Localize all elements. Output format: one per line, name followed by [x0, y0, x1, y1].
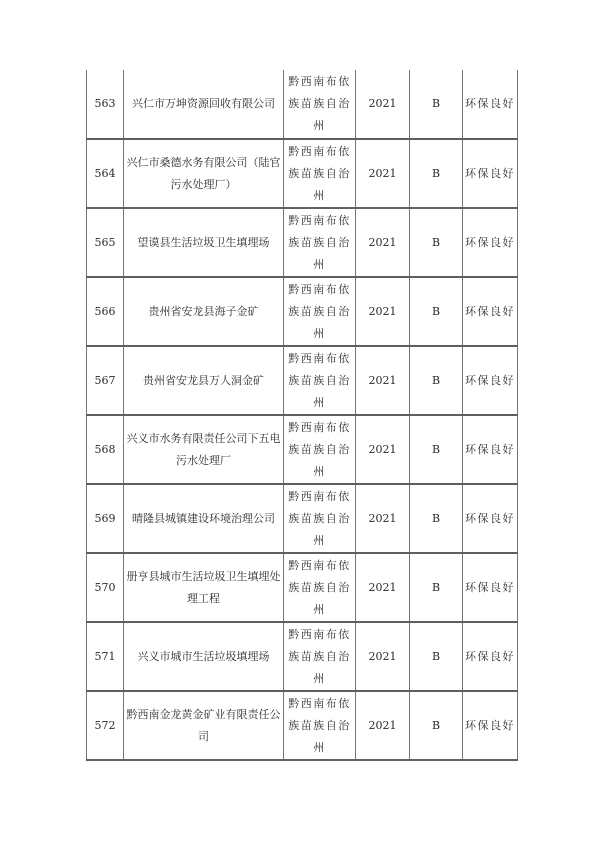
cell-year: 2021 [356, 553, 410, 622]
cell-serial-number: 570 [87, 553, 124, 622]
table-row [87, 346, 518, 415]
cell-grade: B [410, 553, 463, 622]
cell-region: 黔西南布依族苗族自治州 [284, 70, 356, 139]
cell-grade: B [410, 691, 463, 760]
cell-grade: B [410, 622, 463, 691]
records-table-body [87, 70, 518, 760]
cell-year: 2021 [356, 208, 410, 277]
table-row [87, 553, 518, 622]
cell-status: 环保良好 [463, 415, 518, 484]
cell-year: 2021 [356, 484, 410, 553]
cell-year: 2021 [356, 346, 410, 415]
cell-status: 环保良好 [463, 622, 518, 691]
cell-serial-number: 571 [87, 622, 124, 691]
cell-serial-number: 572 [87, 691, 124, 760]
records-table [86, 70, 518, 761]
cell-status: 环保良好 [463, 484, 518, 553]
cell-grade: B [410, 415, 463, 484]
cell-company-name: 兴义市城市生活垃圾填埋场 [124, 622, 284, 691]
cell-status: 环保良好 [463, 553, 518, 622]
cell-year: 2021 [356, 622, 410, 691]
cell-serial-number: 565 [87, 208, 124, 277]
cell-company-name: 望谟县生活垃圾卫生填埋场 [124, 208, 284, 277]
cell-year: 2021 [356, 415, 410, 484]
cell-serial-number: 564 [87, 139, 124, 208]
cell-grade: B [410, 208, 463, 277]
cell-status: 环保良好 [463, 346, 518, 415]
cell-region: 黔西南布依族苗族自治州 [284, 208, 356, 277]
table-row [87, 691, 518, 760]
table-row [87, 139, 518, 208]
cell-grade: B [410, 346, 463, 415]
table-row [87, 70, 518, 139]
cell-region: 黔西南布依族苗族自治州 [284, 691, 356, 760]
cell-status: 环保良好 [463, 691, 518, 760]
cell-region: 黔西南布依族苗族自治州 [284, 553, 356, 622]
cell-serial-number: 569 [87, 484, 124, 553]
table-row [87, 277, 518, 346]
cell-company-name: 黔西南金龙黄金矿业有限责任公司 [124, 691, 284, 760]
cell-region: 黔西南布依族苗族自治州 [284, 139, 356, 208]
table-row [87, 415, 518, 484]
cell-grade: B [410, 139, 463, 208]
cell-company-name: 兴仁市万坤资源回收有限公司 [124, 70, 284, 139]
cell-region: 黔西南布依族苗族自治州 [284, 346, 356, 415]
cell-year: 2021 [356, 139, 410, 208]
cell-company-name: 晴隆县城镇建设环境治理公司 [124, 484, 284, 553]
cell-year: 2021 [356, 277, 410, 346]
cell-company-name: 册亨县城市生活垃圾卫生填埋处理工程 [124, 553, 284, 622]
cell-region: 黔西南布依族苗族自治州 [284, 484, 356, 553]
cell-serial-number: 566 [87, 277, 124, 346]
cell-serial-number: 567 [87, 346, 124, 415]
cell-region: 黔西南布依族苗族自治州 [284, 622, 356, 691]
cell-status: 环保良好 [463, 70, 518, 139]
cell-status: 环保良好 [463, 277, 518, 346]
cell-company-name: 贵州省安龙县海子金矿 [124, 277, 284, 346]
cell-grade: B [410, 484, 463, 553]
cell-status: 环保良好 [463, 139, 518, 208]
cell-serial-number: 568 [87, 415, 124, 484]
table-row [87, 208, 518, 277]
table-row [87, 484, 518, 553]
cell-year: 2021 [356, 70, 410, 139]
cell-company-name: 贵州省安龙县万人洞金矿 [124, 346, 284, 415]
cell-company-name: 兴义市水务有限责任公司下五电污水处理厂 [124, 415, 284, 484]
cell-status: 环保良好 [463, 208, 518, 277]
cell-grade: B [410, 277, 463, 346]
cell-region: 黔西南布依族苗族自治州 [284, 415, 356, 484]
cell-serial-number: 563 [87, 70, 124, 139]
cell-year: 2021 [356, 691, 410, 760]
cell-grade: B [410, 70, 463, 139]
cell-company-name: 兴仁市桑德水务有限公司（陆官污水处理厂） [124, 139, 284, 208]
table-row [87, 622, 518, 691]
cell-region: 黔西南布依族苗族自治州 [284, 277, 356, 346]
